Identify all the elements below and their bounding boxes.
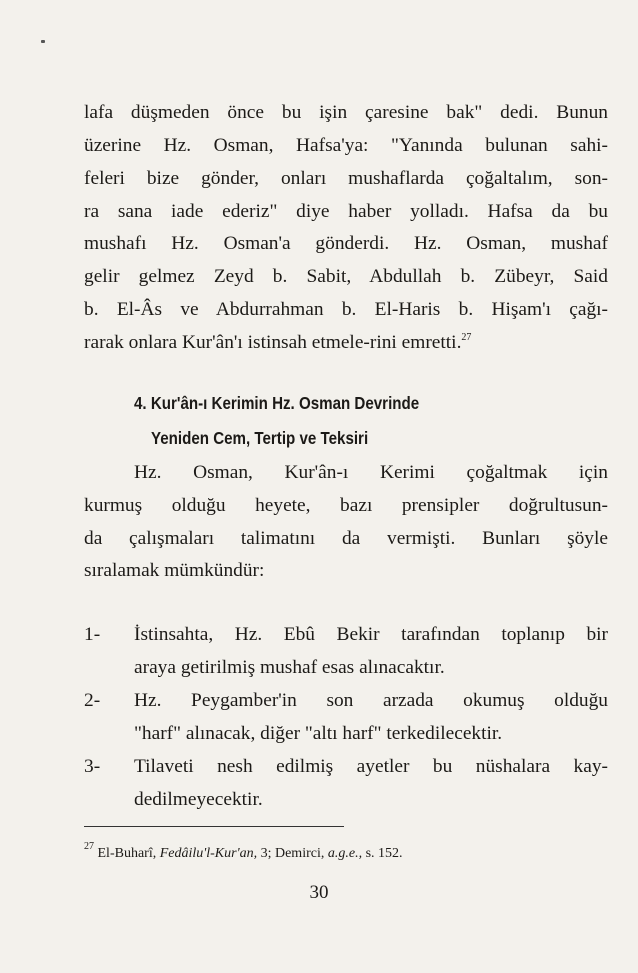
footnote-abbreviation: a.g.e.,	[327, 846, 363, 861]
paragraph-1-line-7: b. El-Âs ve Abdurrahman b. El-Haris b. Hişam'ı çağı-	[84, 299, 608, 320]
list-item-3-line-2: dedilmeyecektir.	[134, 789, 263, 810]
page-speck	[41, 40, 45, 43]
footnote-work-title: Fedâilu'l-Kur'an,	[159, 846, 258, 861]
section-heading-line-2: Yeniden Cem, Tertip ve Teksiri	[151, 428, 369, 448]
paragraph-2-line-1: Hz. Osman, Kur'ân-ı Kerimi çoğaltmak için	[134, 462, 608, 483]
footnote-middle: 3; Demirci,	[260, 846, 325, 861]
footnote-reference[interactable]: 27	[461, 332, 472, 343]
footnote-author: El-Buharî,	[97, 846, 157, 861]
paragraph-1-line-2: üzerine Hz. Osman, Hafsa'ya: "Yanında bulunan sahi-	[84, 135, 608, 156]
footnote-marker: 27	[84, 841, 94, 852]
list-item-3-line-1: Tilaveti nesh edilmiş ayetler bu nüshalara kay-	[134, 756, 608, 777]
section-heading-line-1: 4. Kur'ân-ı Kerimin Hz. Osman Devrinde	[134, 393, 420, 413]
paragraph-1-line-5: mushafı Hz. Osman'a gönderdi. Hz. Osman, mushaf	[84, 233, 608, 254]
list-item-3-number: 3-	[84, 756, 101, 777]
footnote	[84, 841, 403, 863]
paragraph-1-line-6: gelir gelmez Zeyd b. Sabit, Abdullah b. Zübeyr, Said	[84, 266, 608, 287]
list-item-1-line-2: araya getirilmiş mushaf esas alınacaktır.	[134, 657, 445, 678]
paragraph-2-line-2: kurmuş olduğu heyete, bazı prensipler doğrultusun-	[84, 495, 608, 516]
footnote-pages: s. 152.	[365, 846, 403, 861]
paragraph-1-line-1: lafa düşmeden önce bu işin çaresine bak" dedi. Bunun	[84, 102, 608, 123]
paragraph-1-line-8-text: rarak onlara Kur'ân'ı istinsah etmele-rini emretti.	[84, 332, 462, 353]
paragraph-1-line-8	[84, 328, 608, 358]
paragraph-1-line-3: feleri bize gönder, onları mushaflarda çoğaltalım, son-	[84, 168, 608, 189]
paragraph-1-line-4: ra sana iade ederiz" diye haber yolladı. Hafsa da bu	[84, 201, 608, 222]
list-item-2-number: 2-	[84, 690, 101, 711]
list-item-2-line-1: Hz. Peygamber'in son arzada okumuş olduğu	[134, 690, 608, 711]
list-item-1-number: 1-	[84, 624, 101, 645]
page-number: 30	[309, 882, 329, 903]
list-item-1-line-1: İstinsahta, Hz. Ebû Bekir tarafından toplanıp bir	[134, 624, 608, 645]
list-item-2-line-2: "harf" alınacak, diğer "altı harf" terkedilecektir.	[134, 723, 503, 744]
paragraph-2-line-4: sıralamak mümkündür:	[84, 560, 265, 581]
footnote-separator	[84, 826, 344, 827]
paragraph-2-line-3: da çalışmaları talimatını da vermişti. Bunları şöyle	[84, 528, 608, 549]
